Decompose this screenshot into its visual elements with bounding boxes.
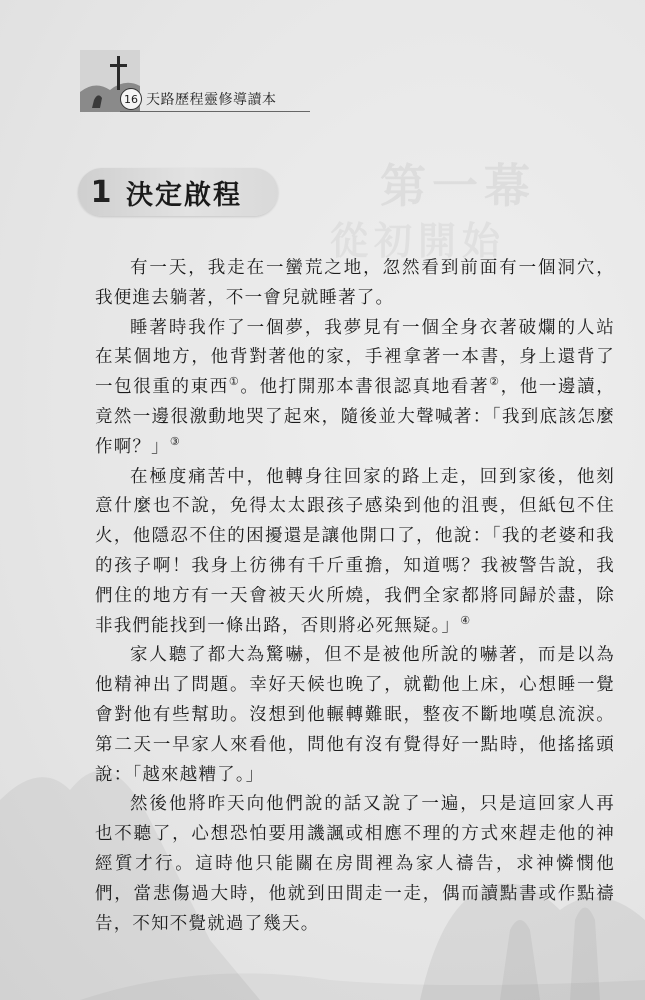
paragraph-text: 睡著時我作了一個夢，我夢見有一個全身衣著破爛的人站在某個地方，他背對著他的家，手裡拿著一本書，身上還背了一包很重的東西 xyxy=(95,317,615,398)
footnote-marker: ② xyxy=(489,375,501,389)
paragraph xyxy=(95,641,615,790)
watermark-heading: 第一幕 xyxy=(380,159,536,213)
header-divider xyxy=(120,111,310,112)
header-badge xyxy=(120,88,277,110)
footnote-marker: ① xyxy=(228,375,241,389)
paragraph-text: 家人聽了都大為驚嚇，但不是被他所說的嚇著，而是以為他精神出了問題。幸好天候也晚了，就勸他上床，心想睡一覺會對他有些幫助。沒想到他輾轉難眠，整夜不斷地嘆息流淚。第二天一早家人來看他，問他有沒有覺得好一點時，他搖搖頭說：「越來越糟了。」 xyxy=(95,645,615,785)
watermark-subheading: 從初開始 xyxy=(330,219,507,263)
paragraph-text: 然後他將昨天向他們說的話又說了一遍，只是這回家人再也不聽了，心想恐怕要用譏諷或相應不理的方式來趕走他的神經質才行。這時他只能關在房間裡為家人禱告，求神憐憫他們，當悲傷過大時，他就到田間走一走，偶而讀點書或作點禱告，不知不覺就過了幾天。 xyxy=(95,794,615,934)
paragraph xyxy=(95,790,615,939)
body-text xyxy=(95,254,615,939)
chapter-title: 決定啟程 xyxy=(126,179,242,211)
footnote-marker: ④ xyxy=(460,613,472,627)
page-number: 16 xyxy=(120,88,142,110)
paragraph-text: 在極度痛苦中，他轉身往回家的路上走，回到家後，他刻意什麼也不說，免得太太跟孩子感染到他的沮喪，但紙包不住火，他隱忍不住的困擾還是讓他開口了，他說：「我的老婆和我的孩子啊！我身上彷彿有千斤重擔，知道嗎？我被警告說，我們住的地方有一天會被天火所燒，我們全家都將同歸於盡，除非我們能找到一條出路，否則將必死無疑。」 xyxy=(95,466,615,636)
book-title: 天路歷程靈修導讀本 xyxy=(146,92,277,108)
page-header xyxy=(80,50,310,112)
paragraph xyxy=(95,314,615,463)
footnote-marker: ③ xyxy=(169,434,181,448)
paragraph-text: ，他一邊讀，竟然一邊很激動地哭了起來，隨後並大聲喊著：「我到底該怎麼作啊？」 xyxy=(95,377,615,457)
chapter-number: 1 xyxy=(90,174,112,210)
paragraph xyxy=(95,254,615,314)
paragraph-text: 。他打開那本書很認真地看著 xyxy=(240,377,490,398)
paragraph xyxy=(95,463,615,642)
paragraph-text: 有一天，我走在一蠻荒之地，忽然看到前面有一個洞穴，我便進去躺著，不一會兒就睡著了。 xyxy=(95,258,615,308)
